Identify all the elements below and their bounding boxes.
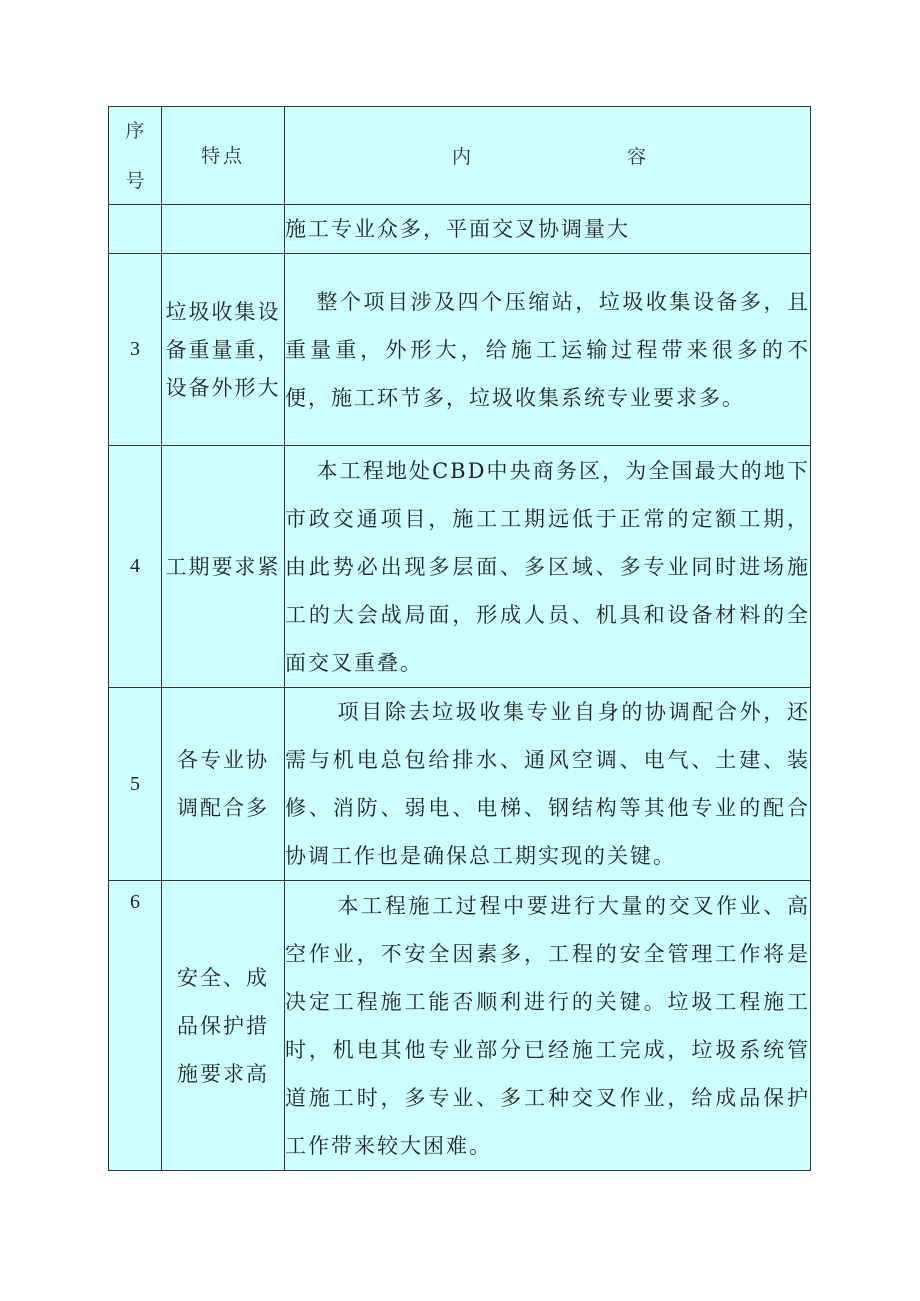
table-header-row bbox=[109, 107, 811, 205]
row-number bbox=[109, 205, 162, 254]
header-feature bbox=[162, 107, 285, 205]
row-feature: 垃圾收集设备重量重，设备外形大 bbox=[162, 254, 285, 446]
table-row bbox=[109, 446, 811, 688]
header-serial-line2: 号 bbox=[125, 169, 145, 192]
header-content-right: 容 bbox=[627, 146, 647, 168]
table-row bbox=[109, 254, 811, 446]
row-feature bbox=[162, 205, 285, 254]
table-row bbox=[109, 881, 811, 1171]
table-row bbox=[109, 688, 811, 881]
row-content: 本工程施工过程中要进行大量的交叉作业、高空作业，不安全因素多，工程的安全管理工作将是决定工程施工能否顺利进行的关键。垃圾工程施工时，机电其他专业部分已经施工完成，垃圾系统管道施工时，多专业、多工种交叉作业，给成品保护工作带来较大困难。 bbox=[285, 881, 811, 1171]
header-content bbox=[285, 107, 811, 205]
header-content-left: 内 bbox=[452, 146, 472, 168]
row-number: 3 bbox=[109, 254, 162, 446]
row-number: 4 bbox=[109, 446, 162, 688]
header-serial-line1: 序 bbox=[125, 119, 145, 142]
row-feature: 工期要求紧 bbox=[162, 446, 285, 688]
row-number: 6 bbox=[109, 881, 162, 1171]
header-feature-label: 特点 bbox=[200, 145, 245, 167]
features-table bbox=[108, 106, 811, 1171]
header-serial-number bbox=[109, 107, 162, 205]
row-number: 5 bbox=[109, 688, 162, 881]
row-content: 施工专业众多，平面交叉协调量大 bbox=[285, 205, 811, 254]
row-content: 项目除去垃圾收集专业自身的协调配合外，还需与机电总包给排水、通风空调、电气、土建、装修、消防、弱电、电梯、钢结构等其他专业的配合协调工作也是确保总工期实现的关键。 bbox=[285, 688, 811, 881]
table-row bbox=[109, 205, 811, 254]
row-feature: 各专业协调配合多 bbox=[162, 688, 285, 881]
row-content: 本工程地处CBD中央商务区，为全国最大的地下市政交通项目，施工工期远低于正常的定额工期，由此势必出现多层面、多区域、多专业同时进场施工的大会战局面，形成人员、机具和设备材料的全面交叉重叠。 bbox=[285, 446, 811, 688]
row-content: 整个项目涉及四个压缩站，垃圾收集设备多，且重量重，外形大，给施工运输过程带来很多的不便，施工环节多，垃圾收集系统专业要求多。 bbox=[285, 254, 811, 446]
row-feature: 安全、成品保护措施要求高 bbox=[162, 881, 285, 1171]
